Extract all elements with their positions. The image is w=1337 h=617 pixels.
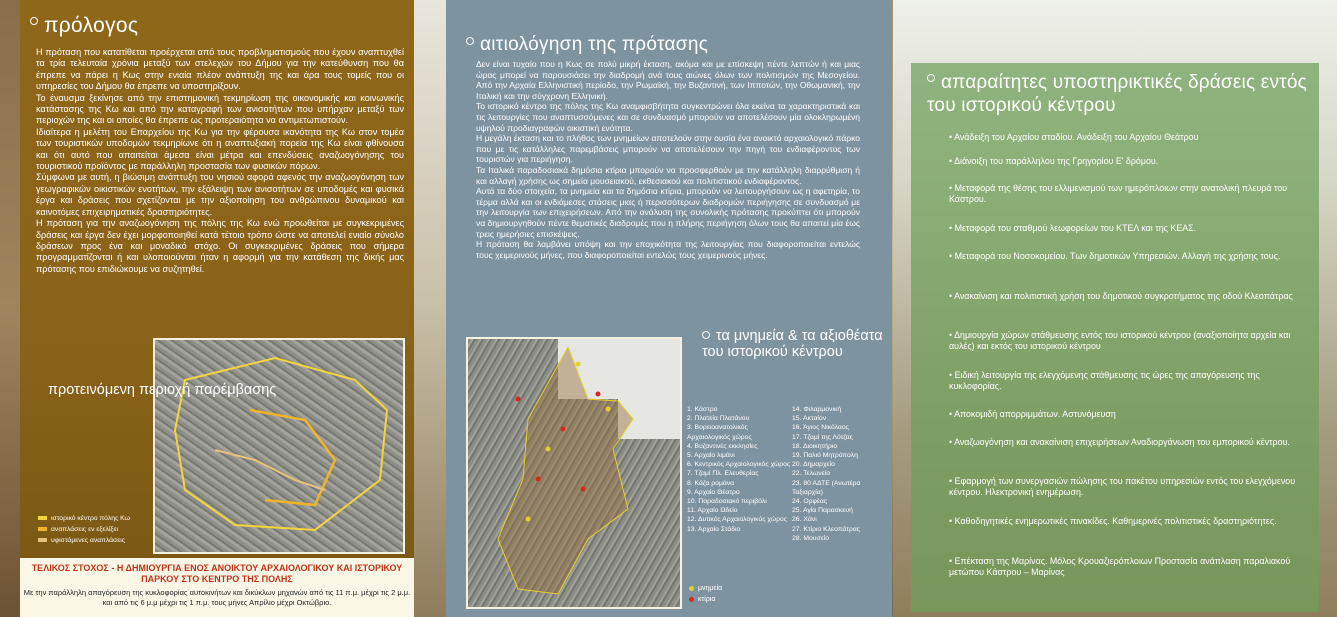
justification-text [476, 59, 860, 260]
final-goal-text: Με την παράλληλη απαγόρευση της κυκλοφορίας αυτοκινήτων και δικύκλων μηχανών από τις 11 π.μ. μέχρι τις 2 μ.μ. και από τις 6 μ.μ μέχρι τις 1 π.μ. τους μήνες Απρίλιο μέχρι Οκτώβριο. [23, 588, 411, 607]
list-item: 11. Αρχαίο Ωδείο [687, 507, 738, 515]
monuments-title: τα μνημεία & τα αξιοθέατα του ιστορικού κέντρου [702, 328, 883, 360]
final-goal-title: ΤΕΛΙΚΟΣ ΣΤΟΧΟΣ - Η ΔΗΜΙΟΥΡΓΙΑ ΕΝΟΣ ΑΝΟΙΚΤΟΥ ΑΡΧΑΙΟΛΟΓΙΚΟΥ ΚΑΙ ΙΣΤΟΡΙΚΟΥ ΠΑΡΚΟΥ ΣΤΟ ΚΕΝΤΡΟ ΤΗΣ ΠΟΛΗΣ [31, 563, 403, 584]
list-item: 4. Βυζαντινές εκκλησίες [687, 442, 758, 450]
paragraph: Ιδιαίτερα η μελέτη του Επαρχείου της Κω για την φέρουσα ικανότητα της Κω στον τομέα των τουριστικών υποδομών τεκμηρίωνε ότι η αναπτυξιακή πορεία της Κω είναι φθίνουσα και ότι αυτό που απαιτείται άμεσα είναι μέτρα και επενδύσεις αναζωογόνησης του τουριστικού προϊόντος με παράλληλη προστασία των φυσικών πόρων. [36, 126, 404, 172]
list-item: 12. Δυτικός Αρχαιολογικός χώρος [687, 516, 788, 524]
monuments-legend [689, 583, 722, 605]
legend-item: κτίρια [689, 594, 722, 605]
list-item: • Επέκταση της Μαρίνας. Μόλος Κρουαζιερόπλοιων Προστασία ανάπλαση παραλιακού μετώπου Κάστρου – Μαρίνας [949, 556, 1291, 577]
circle-bullet-icon [702, 331, 710, 339]
paragraph: Το έναυσμα ξεκίνησε από την επιστημονική τεκμηρίωση της οικονομικής και κοινωνικής κατάστασης της Κω και από την καταγραφή των ανισοτήτων που υπήρχαν μεταξύ των περιοχών της και οι οποίες θα έπρεπε ως προτεραιότητα να αντιμετωπιστούν. [36, 92, 404, 126]
prologue-panel [20, 0, 414, 558]
proposed-area-label: προτεινόμενη περιοχή παρέμβασης [48, 382, 277, 398]
justification-title: αιτιολόγηση της πρότασης [466, 34, 708, 56]
paragraph: Η πρόταση που κατατίθεται προέρχεται από τους προβληματισμούς που έχουν αναπτυχθεί τα τρία τελευταία χρόνια μεταξύ των στελεχών του Δήμου για την κατεύθυνση που θα έπρεπε να πάρει η Κως στην ενιαία πλέον ανάπτυξη της και άρα τους τομείς που οι υπηρεσίες του Δήμου θα έπρεπε να υποστηρίξουν. [36, 47, 404, 92]
list-item: 3. Βορειοανατολικός Αρχαιολογικός χώρος [687, 424, 752, 441]
list-item: • Μεταφορά της θέσης του ελλιμενισμού των ημερόπλοιων στην ανατολική πλευρά του Κάστρου. [949, 183, 1288, 204]
paragraph: Σύμφωνα με αυτή, η βιώσιμη ανάπτυξη του νησιού αφορά αφενός την αναζωογόνηση των γεωγραφικών οικιστικών ενοτήτων, την εξάλειψη των ανισοτήτων σε υποδομές και φυσικά έργα και δράσεις που σχετίζονται με την αξιοποίηση του ανθρώπινου δυναμικού και καινοτόμες επιχειρηματικές δραστηριότητες. [36, 172, 404, 217]
list-item: • Μεταφορά του σταθμού λεωφορείων του ΚΤΕΛ και της ΚΕΑΣ. [949, 223, 1197, 233]
list-item: • Αποκομιδή απορριμμάτων. Αστυνόμευση [949, 409, 1116, 419]
monuments-map [466, 337, 682, 609]
legend-item: υφιστάμενες αναπλάσεις [38, 535, 130, 546]
list-item: 9. Αρχαίο Θέατρο [687, 488, 740, 496]
prologue-title: πρόλογος [30, 14, 138, 38]
list-item: 13. Αρχαίο Στάδιο [687, 525, 741, 533]
list-item: 8. Κάζα ρομάνα [687, 479, 735, 487]
list-item: 18. Διοικητήριο [792, 442, 838, 450]
list-item: 10. Παραδοσιακό περιβόλι [687, 498, 767, 506]
legend-swatch [38, 538, 47, 542]
circle-bullet-icon [466, 37, 474, 45]
map-overlay [468, 339, 680, 607]
list-item: • Αναζωογόνηση και ανακαίνιση επιχειρήσεων Αναδιοργάνωση του εμπορικού κέντρου. [949, 437, 1290, 447]
list-item: 2. Πλατεία Πλατάνου [687, 415, 750, 423]
prologue-text [36, 47, 404, 275]
paragraph: Τα Ιταλικά παραδοσιακά δημόσια κτίρια μπορούν να προσφερθούν με την κατάλληλη διαρρύθμιση ή και αλλαγή χρήσης ως σημεία μουσειακού, εκθεσιακού και πολιτιστικού ενδιαφέροντος. [476, 164, 860, 186]
paragraph: Η μεγάλη έκταση και το πλήθος των μνημείων αποτελούν στην ουσία ένα ανοικτό αρχαιολογικό πάρκο που με τις κατάλληλες παρεμβάσεις μπορούν να αποτελέσουν την πηγή του ενδιαφέροντος των τουριστών για περιήγηση. [476, 133, 860, 165]
list-item: 17. Τζαμί της Λότζας [792, 433, 853, 441]
justification-panel [446, 0, 892, 617]
paragraph: Το ιστορικό κέντρο της πόλης της Κω αναμφισβήτητα συγκεντρώνει όλα εκείνα τα χαρακτηριστικά και τις λειτουργίες που αναπτυσσόμενες και σε συνδυασμό μπορούν να αποτελέσουν μία ολοκληρωμένη υψηλού προδιαγραφών οικιστική ενότητα. [476, 101, 860, 133]
map-legend [38, 513, 130, 546]
list-item: 15. Ακταίον [792, 415, 827, 423]
background-strip-left [0, 0, 20, 617]
legend-item: ιστορικό κέντρο πόλης Κω [38, 513, 130, 524]
list-item: • Διάνοιξη του παράλληλου της Γρηγορίου Ε' δρόμου. [949, 156, 1159, 166]
list-item: 23. 80 ΑΔΤΕ (Ανωτέρα Ταξιαρχία) [792, 479, 861, 496]
list-item: • Μεταφορά του Νοσοκομείου. Των δημοτικών Υπηρεσιών. Αλλαγή της χρήσης τους. [949, 251, 1281, 261]
paragraph: Δεν είναι τυχαίο που η Κως σε πολύ μικρή έκταση, ακόμα και με επίσκεψη πέντε λεπτών ή και μιας ώρας μπορεί να παρουσιάσει την διαδρομή ανά τους αιώνες όλων των πολιτισμών της Μεσογείου. Από την Αρχαία Ελληνιστική περίοδο, την Ρωμαϊκή, την Βυζαντινή, των Ιπποτών, την Οθωμανική, την Ιταλική και την σύγχρονη Ελληνική. [476, 59, 860, 101]
list-item: 24. Ορφέας [792, 498, 828, 506]
list-item: 27. Κτίριο Κλεοπάτρας [792, 525, 861, 533]
paragraph: Η πρόταση για την αναζωογόνηση της πόλης της Κω ενώ προωθείται με συγκεκριμένες δράσεις και έργα δεν έχει μορφοποιηθεί κατά τέτοιο τρόπο ώστε να αποτελεί ενιαίο σύνολο δράσεων προς ένα και μοναδικό στόχο. Οι συγκεκριμένες δράσεις που σήμερα προγραμματίζονται ή και υλοποιούνται ήταν η αφορμή για την κατάθεση της δικής μας πρότασης που επιδιώκουμε να συζητηθεί. [36, 218, 404, 274]
list-item: • Ανακαίνιση και πολιτιστική χρήση του δημοτικού συγκροτήματος της οδού Κλεοπάτρας [949, 291, 1293, 301]
intervention-area-map [153, 338, 405, 554]
list-item: • Δημιουργία χώρων στάθμευσης εντός του ιστορικού κέντρου (αναξιοποίητα αρχεία και αυλές) και εκτός του ιστορικού κέντρου [949, 330, 1291, 351]
monuments-list-right [792, 405, 888, 543]
actions-panel [911, 63, 1319, 612]
legend-swatch [689, 586, 694, 591]
legend-swatch [38, 516, 47, 520]
list-item: • Ανάδειξη του Αρχαίου σταδίου. Ανάδειξη του Αρχαίου Θεάτρου [949, 132, 1199, 142]
final-goal-box [20, 558, 414, 617]
paragraph: Αυτά τα δύο στοιχεία, τα μνημεία και τα δημόσια κτίρια, μπορούν να λειτουργήσουν ως η αφετηρία, το τέρμα αλλά και οι ενδιάμεσες στάσεις μιας ή περισσότερων διαδρομών περιήγησης σε συνδυασμό με την λειτουργία των επιχειρήσεων. Από την ανάλυση της συνολικής πρότασης προκύπτει ότι μπορούν να δημιουργηθούν πέντε θεματικές διαδρομές που η πλήρης περιήγηση όλων τους θα απαιτεί μία έως τρεις ημερήσιες επισκέψεις. [476, 186, 860, 239]
list-item: 25. Αγία Παρασκευή [792, 507, 853, 515]
actions-title: απαραίτητες υποστηρικτικές δράσεις εντός του ιστορικού κέντρου [927, 72, 1307, 116]
list-item: 14. Φιλαρμονική [792, 406, 842, 413]
list-item: 7. Τζαμί Πλ. Ελευθερίας [687, 470, 759, 478]
legend-item: μνημεία [689, 583, 722, 594]
list-item: 22. Τελωνείο [792, 470, 830, 478]
map-overlay [155, 340, 403, 552]
circle-bullet-icon [927, 74, 935, 82]
background-strip-middle [414, 0, 446, 617]
list-item: 28. Μουσείο [792, 534, 830, 542]
list-item: 16. Άγιος Νικόλαος [792, 424, 849, 432]
list-item: 20. Δημαρχείο [792, 461, 835, 469]
legend-swatch [689, 597, 694, 602]
list-item: 1. Κάστρο [687, 406, 718, 413]
paragraph: Η πρόταση θα λαμβάνει υπόψη και την εποχικότητα της λειτουργίας που διαφοροποιείται εντελώς τους χειμερινούς μήνες, που διαφοροποιείται εντελώς τους χειμερινούς μήνες. [476, 239, 860, 260]
list-item: • Καθοδηγητικές ενημερωτικές πινακίδες. Καθημερινές πολιτιστικές δραστηριότητες. [949, 516, 1277, 526]
monuments-list-left [687, 405, 791, 534]
circle-bullet-icon [30, 17, 38, 25]
legend-swatch [38, 527, 47, 531]
list-item: 6. Κεντρικός Αρχαιολογικός χώρος [687, 461, 791, 469]
list-item: • Ειδική λειτουργία της ελεγχόμενης στάθμευσης τις ώρες της απαγόρευσης της κυκλοφορίας. [949, 370, 1260, 391]
list-item: • Εφαρμογή των συνεργασιών πώλησης του πακέτου υπηρεσιών εντός του ελεγχόμενου κέντρου. Ηλεκτρονική ενημέρωση. [949, 476, 1296, 497]
list-item: 26. Χάνι [792, 516, 817, 524]
list-item: 19. Παλιό Μητρόπολη [792, 452, 858, 460]
legend-item: αναπλάσεις εν εξελίξει [38, 524, 130, 535]
list-item: 5. Αρχαίο λιμάνι [687, 452, 735, 460]
